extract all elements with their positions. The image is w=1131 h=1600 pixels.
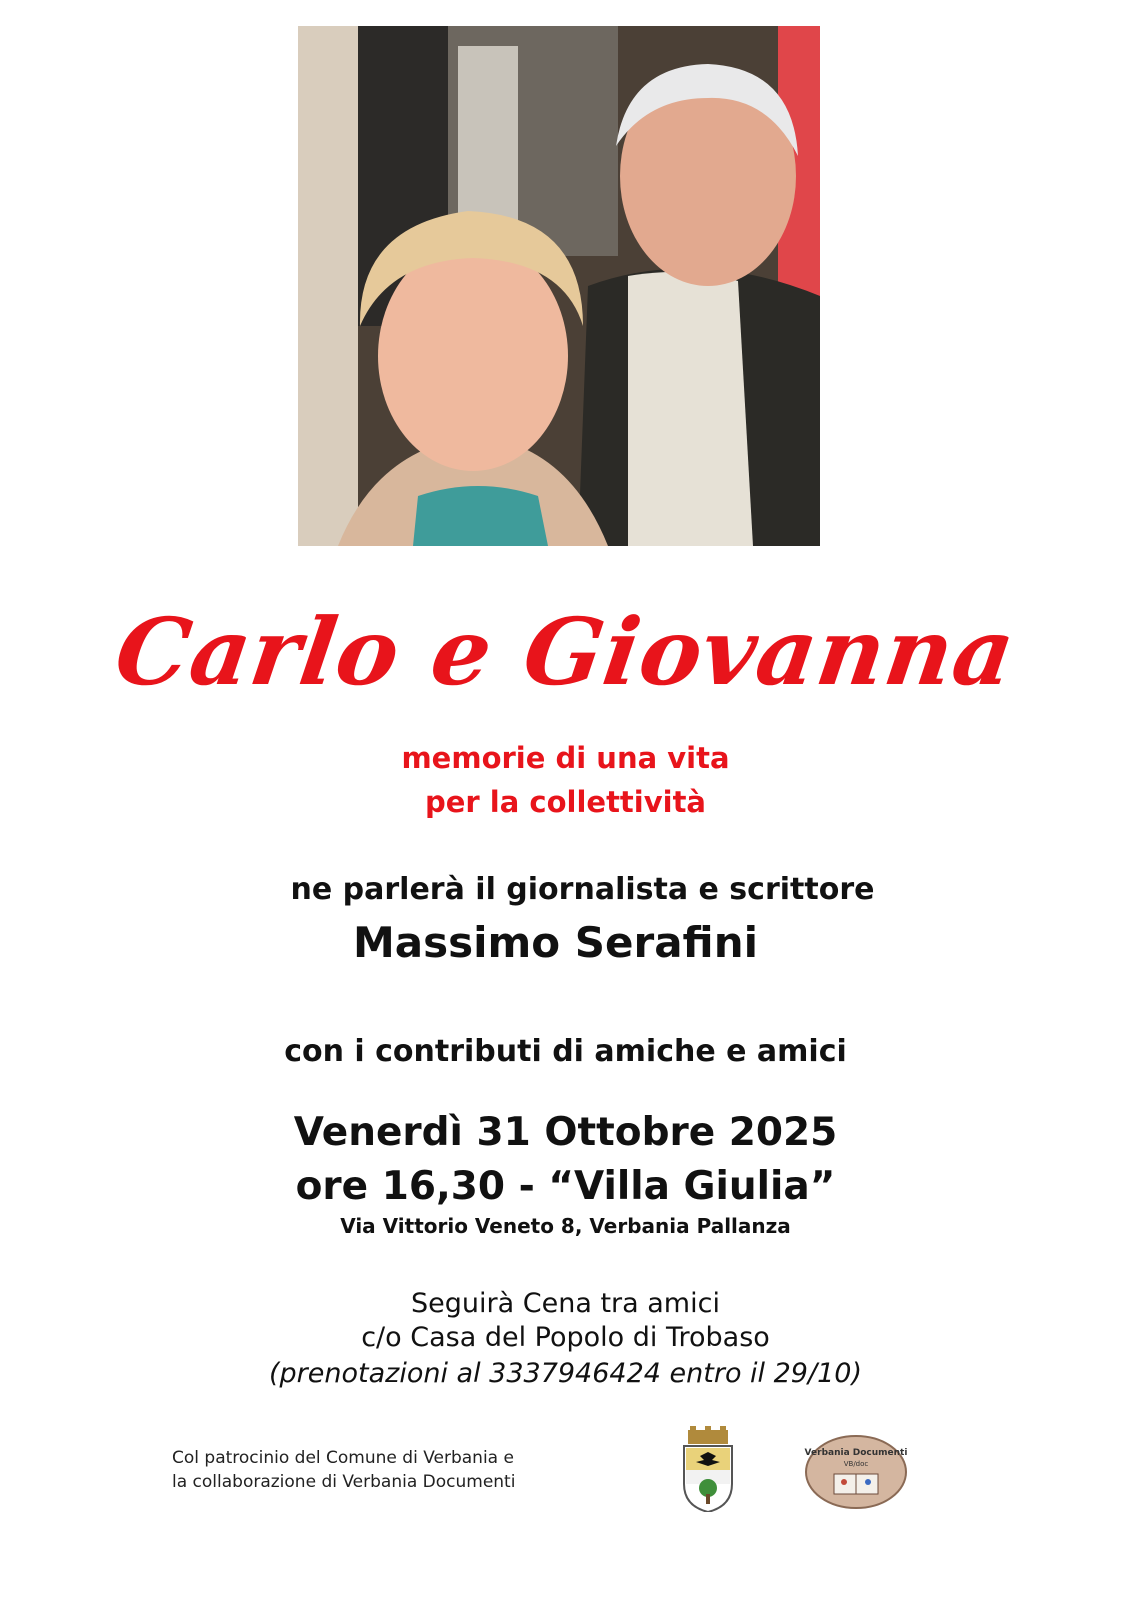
logo-org-abbr: VB/doc (843, 1460, 869, 1468)
contributions-text: con i contributi di amiche e amici (284, 1034, 847, 1069)
logo-org-name: Verbania Documenti (804, 1448, 908, 1458)
verbania-coat-of-arms-icon (678, 1426, 738, 1512)
dinner-reservation: (prenotazioni al 3337946424 entro il 29/10) (269, 1358, 862, 1389)
subtitle-line-2: per la collettività (424, 785, 707, 819)
event-address: Via Vittorio Veneto 8, Verbania Pallanza (340, 1214, 791, 1238)
subtitle-line-1: memorie di una vita (401, 741, 730, 775)
dinner-line-1: Seguirà Cena tra amici (411, 1288, 720, 1319)
speaker-intro: ne parlerà il giornalista e scrittore (290, 872, 875, 907)
event-time-place: ore 16,30 - “Villa Giulia” (295, 1164, 836, 1209)
dinner-line-2: c/o Casa del Popolo di Trobaso (361, 1322, 770, 1353)
patronage-line-1: Col patrocinio del Comune di Verbania e (172, 1448, 514, 1468)
event-title: Carlo e Giovanna (109, 598, 1022, 706)
verbania-documenti-logo-icon (804, 1434, 908, 1510)
couple-portrait-photo (298, 26, 820, 546)
speaker-name: Massimo Serafini (353, 918, 758, 967)
patronage-line-2: la collaborazione di Verbania Documenti (172, 1472, 516, 1492)
event-date: Venerdì 31 Ottobre 2025 (293, 1110, 838, 1155)
patronage-text (172, 1446, 592, 1494)
